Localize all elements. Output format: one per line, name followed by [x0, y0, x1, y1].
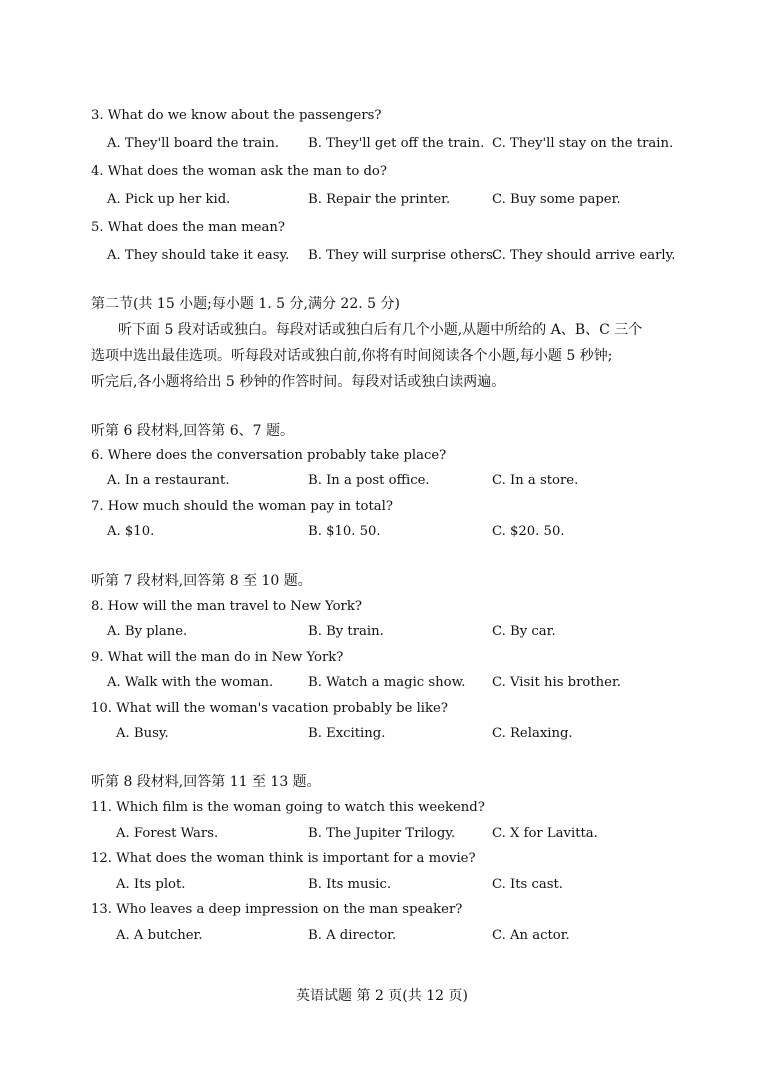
option-13c: C. An actor. — [492, 928, 570, 943]
option-7a: A. $10. — [107, 524, 155, 539]
question-stem-5: 5. What does the man mean? — [91, 220, 285, 235]
option-5b: B. They will surprise others. — [308, 248, 498, 263]
option-11a: A. Forest Wars. — [116, 826, 219, 841]
option-11b: B. The Jupiter Trilogy. — [308, 826, 456, 841]
question-stem-8: 8. How will the man travel to New York? — [91, 599, 362, 614]
option-11c: C. X for Lavitta. — [492, 826, 598, 841]
section-heading: 第二节(共 15 小题;每小题 1. 5 分,满分 22. 5 分) — [91, 296, 400, 312]
question-stem-13: 13. Who leaves a deep impression on the man speaker? — [91, 902, 463, 917]
option-8b: B. By train. — [308, 624, 384, 639]
option-4b: B. Repair the printer. — [308, 192, 451, 207]
question-stem-7: 7. How much should the woman pay in total? — [91, 499, 393, 514]
group-heading-7: 听第 7 段材料,回答第 8 至 10 题。 — [91, 573, 312, 589]
option-6c: C. In a store. — [492, 473, 579, 488]
question-stem-6: 6. Where does the conversation probably take place? — [91, 448, 447, 463]
option-13b: B. A director. — [308, 928, 397, 943]
option-3c: C. They'll stay on the train. — [492, 136, 674, 151]
option-7b: B. $10. 50. — [308, 524, 381, 539]
option-3b: B. They'll get off the train. — [308, 136, 485, 151]
option-6a: A. In a restaurant. — [107, 473, 230, 488]
option-13a: A. A butcher. — [116, 928, 203, 943]
page-footer: 英语试题 第 2 页(共 12 页) — [296, 988, 468, 1004]
option-10b: B. Exciting. — [308, 726, 386, 741]
group-heading-6: 听第 6 段材料,回答第 6、7 题。 — [91, 423, 294, 439]
instructions-line-3: 听完后,各小题将给出 5 秒钟的作答时间。每段对话或独白读两遍。 — [91, 374, 506, 390]
instructions-line-2: 选项中选出最佳选项。听每段对话或独白前,你将有时间阅读各个小题,每小题 5 秒钟; — [91, 348, 613, 364]
question-stem-10: 10. What will the woman's vacation probably be like? — [91, 701, 448, 716]
option-8c: C. By car. — [492, 624, 556, 639]
option-6b: B. In a post office. — [308, 473, 430, 488]
option-9a: A. Walk with the woman. — [107, 675, 274, 690]
option-12c: C. Its cast. — [492, 877, 563, 892]
group-heading-8: 听第 8 段材料,回答第 11 至 13 题。 — [91, 774, 321, 790]
question-stem-3: 3. What do we know about the passengers? — [91, 108, 382, 123]
instructions-line-1: 听下面 5 段对话或独白。每段对话或独白后有几个小题,从题中所给的 A、B、C 三个 — [118, 322, 643, 338]
option-10a: A. Busy. — [116, 726, 169, 741]
option-9b: B. Watch a magic show. — [308, 675, 466, 690]
option-8a: A. By plane. — [107, 624, 188, 639]
option-5c: C. They should arrive early. — [492, 248, 676, 263]
option-5a: A. They should take it easy. — [107, 248, 290, 263]
question-stem-12: 12. What does the woman think is important for a movie? — [91, 851, 476, 866]
option-12b: B. Its music. — [308, 877, 392, 892]
question-stem-9: 9. What will the man do in New York? — [91, 650, 344, 665]
option-4a: A. Pick up her kid. — [107, 192, 231, 207]
question-stem-11: 11. Which film is the woman going to watch this weekend? — [91, 800, 485, 815]
option-12a: A. Its plot. — [116, 877, 186, 892]
option-7c: C. $20. 50. — [492, 524, 565, 539]
option-9c: C. Visit his brother. — [492, 675, 621, 690]
option-4c: C. Buy some paper. — [492, 192, 621, 207]
option-10c: C. Relaxing. — [492, 726, 573, 741]
option-3a: A. They'll board the train. — [107, 136, 280, 151]
question-stem-4: 4. What does the woman ask the man to do? — [91, 164, 387, 179]
